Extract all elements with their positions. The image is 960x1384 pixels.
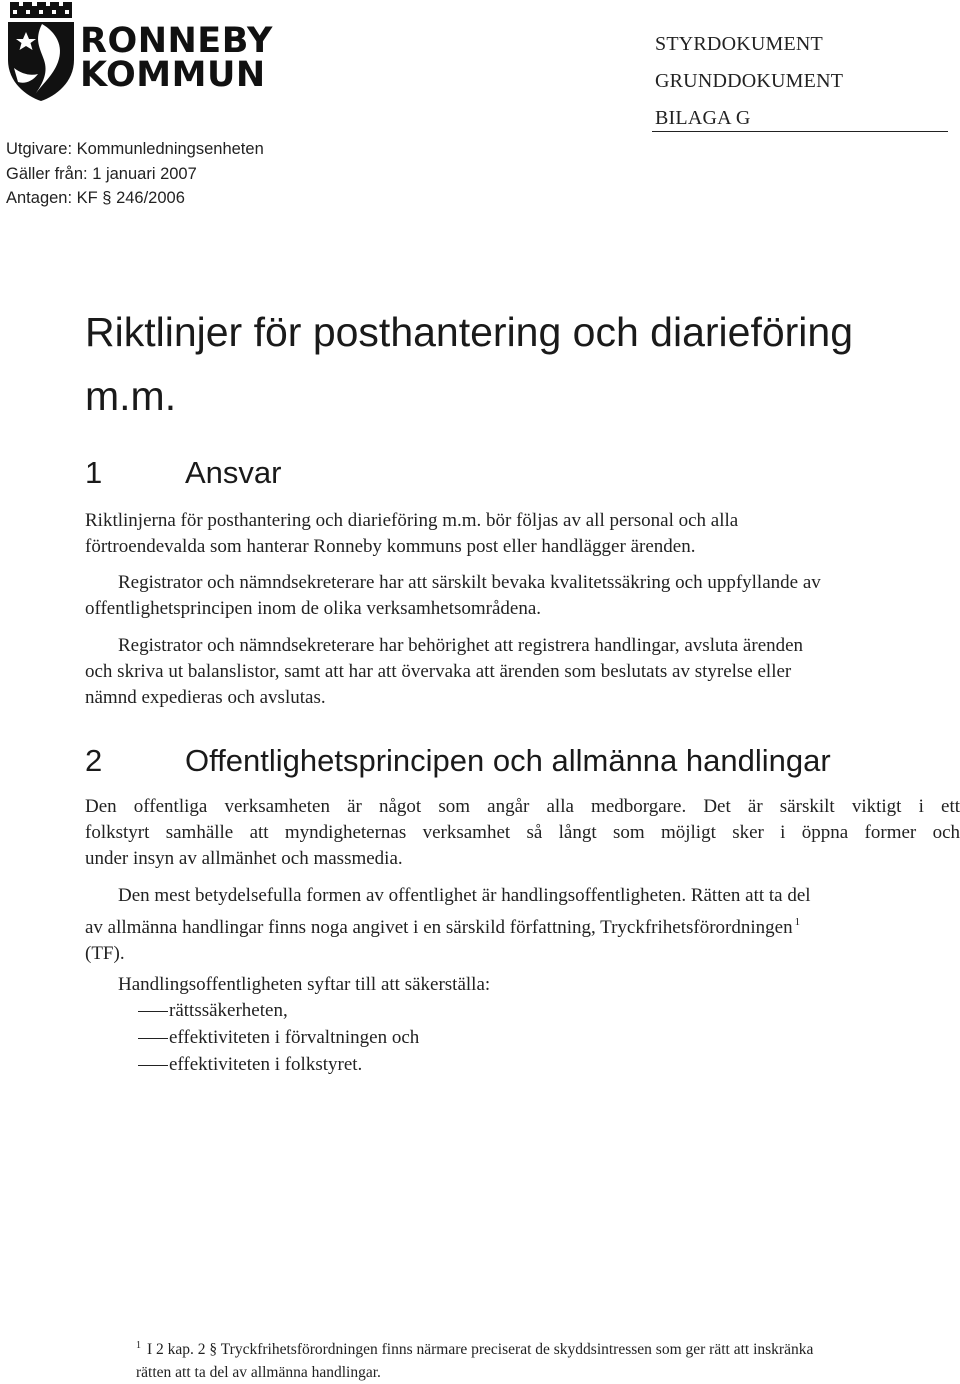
text-line: Registrator och nämndsekreterare har behörighet att registrera handlingar, avsluta ärenden (118, 635, 804, 656)
issuer-line: Utgivare: Kommunledningsenheten (6, 140, 264, 158)
section-2-number: 2 (85, 743, 103, 778)
footnote-text: I 2 kap. 2 § Tryckfrihetsförordningen finns närmare preciserat de skyddsintressen som ger rätt att inskränka (147, 1341, 814, 1358)
dash-icon (138, 1038, 168, 1039)
text-line: förtroendevalda som hanterar Ronneby kommuns post eller handlägger ärenden. (85, 536, 696, 557)
section-1-paragraph-3 (85, 633, 960, 711)
text-line: offentlighetsprincipen inom de olika verksamhetsområdena. (85, 598, 542, 619)
dash-icon (138, 1011, 168, 1012)
ronneby-kommun-logo (4, 2, 273, 102)
section-1-number: 1 (85, 455, 103, 490)
text-line: Den offentliga verksamheten är något som angår alla medborgare. Det är särskilt viktigt i ett (85, 796, 960, 817)
list-item-text: effektiviteten i folkstyret. (169, 1054, 363, 1075)
doc-type-grunddokument: GRUNDDOKUMENT (655, 70, 844, 92)
section-1-paragraph-2 (85, 570, 960, 622)
header-rule (652, 131, 948, 132)
section-2-heading (85, 743, 831, 779)
doc-type-bilaga: BILAGA G (655, 107, 751, 129)
list-item-text: effektiviteten i förvaltningen och (169, 1027, 420, 1048)
footnote-reference[interactable]: 1 (794, 916, 801, 928)
text-line: av allmänna handlingar finns noga angivet i en särskild författning, Tryckfrihetsförordningen (85, 917, 793, 938)
title-line-1: Riktlinjer för posthantering och diarieföring (85, 309, 854, 355)
section-1-paragraph-1 (85, 508, 960, 560)
text-line: Handlingsoffentligheten syftar till att säkerställa: (118, 974, 491, 995)
text-line-with-footnote (85, 909, 960, 941)
title-line-2: m.m. (85, 373, 177, 419)
list-item-text: rättssäkerheten, (169, 1000, 288, 1021)
section-2-paragraph-2 (85, 883, 960, 967)
text-line: folkstyrt samhälle att myndigheternas verksamhet så långt som möjligt sker i öppna former och (85, 822, 960, 843)
section-1-title: Ansvar (185, 455, 282, 490)
text-line: under insyn av allmänhet och massmedia. (85, 848, 403, 869)
list-item (138, 1027, 420, 1049)
text-line: Registrator och nämndsekreterare har att särskilt bevaka kvalitetssäkring och uppfyllande av (118, 572, 821, 593)
footnote-line-2: rätten att ta del av allmänna handlingar. (136, 1364, 381, 1381)
text-line: Riktlinjerna för posthantering och diarieföring m.m. bör följas av all personal och alla (85, 510, 739, 531)
section-2-paragraph-1 (85, 794, 960, 872)
footnote (136, 1334, 813, 1384)
text-line: och skriva ut balanslistor, samt att har att övervaka att ärenden som beslutats av styrelse eller (85, 661, 792, 682)
logo-line-kommun: KOMMUN (80, 55, 266, 95)
logo-line-ronneby: RONNEBY (80, 21, 273, 61)
footnote-line-1 (136, 1334, 813, 1361)
list-item (138, 1054, 363, 1076)
section-2-title: Offentlighetsprincipen och allmänna handlingar (185, 743, 831, 778)
doc-type-styrdokument: STYRDOKUMENT (655, 33, 823, 55)
text-line: Den mest betydelsefulla formen av offentlighet är handlingsoffentligheten. Rätten att ta del (118, 885, 811, 906)
text-line: nämnd expedieras och avslutas. (85, 687, 326, 708)
dash-icon (138, 1065, 168, 1066)
coat-of-arms-icon (4, 2, 78, 102)
footnote-marker: 1 (136, 1340, 141, 1351)
section-2-paragraph-3 (85, 972, 960, 998)
text-line: (TF). (85, 943, 125, 964)
logo-wordmark (80, 21, 273, 95)
valid-from-line: Gäller från: 1 januari 2007 (6, 165, 197, 183)
list-item (138, 1000, 288, 1022)
adopted-line: Antagen: KF § 246/2006 (6, 189, 185, 207)
section-1-heading (85, 455, 281, 491)
document-title (85, 310, 853, 418)
